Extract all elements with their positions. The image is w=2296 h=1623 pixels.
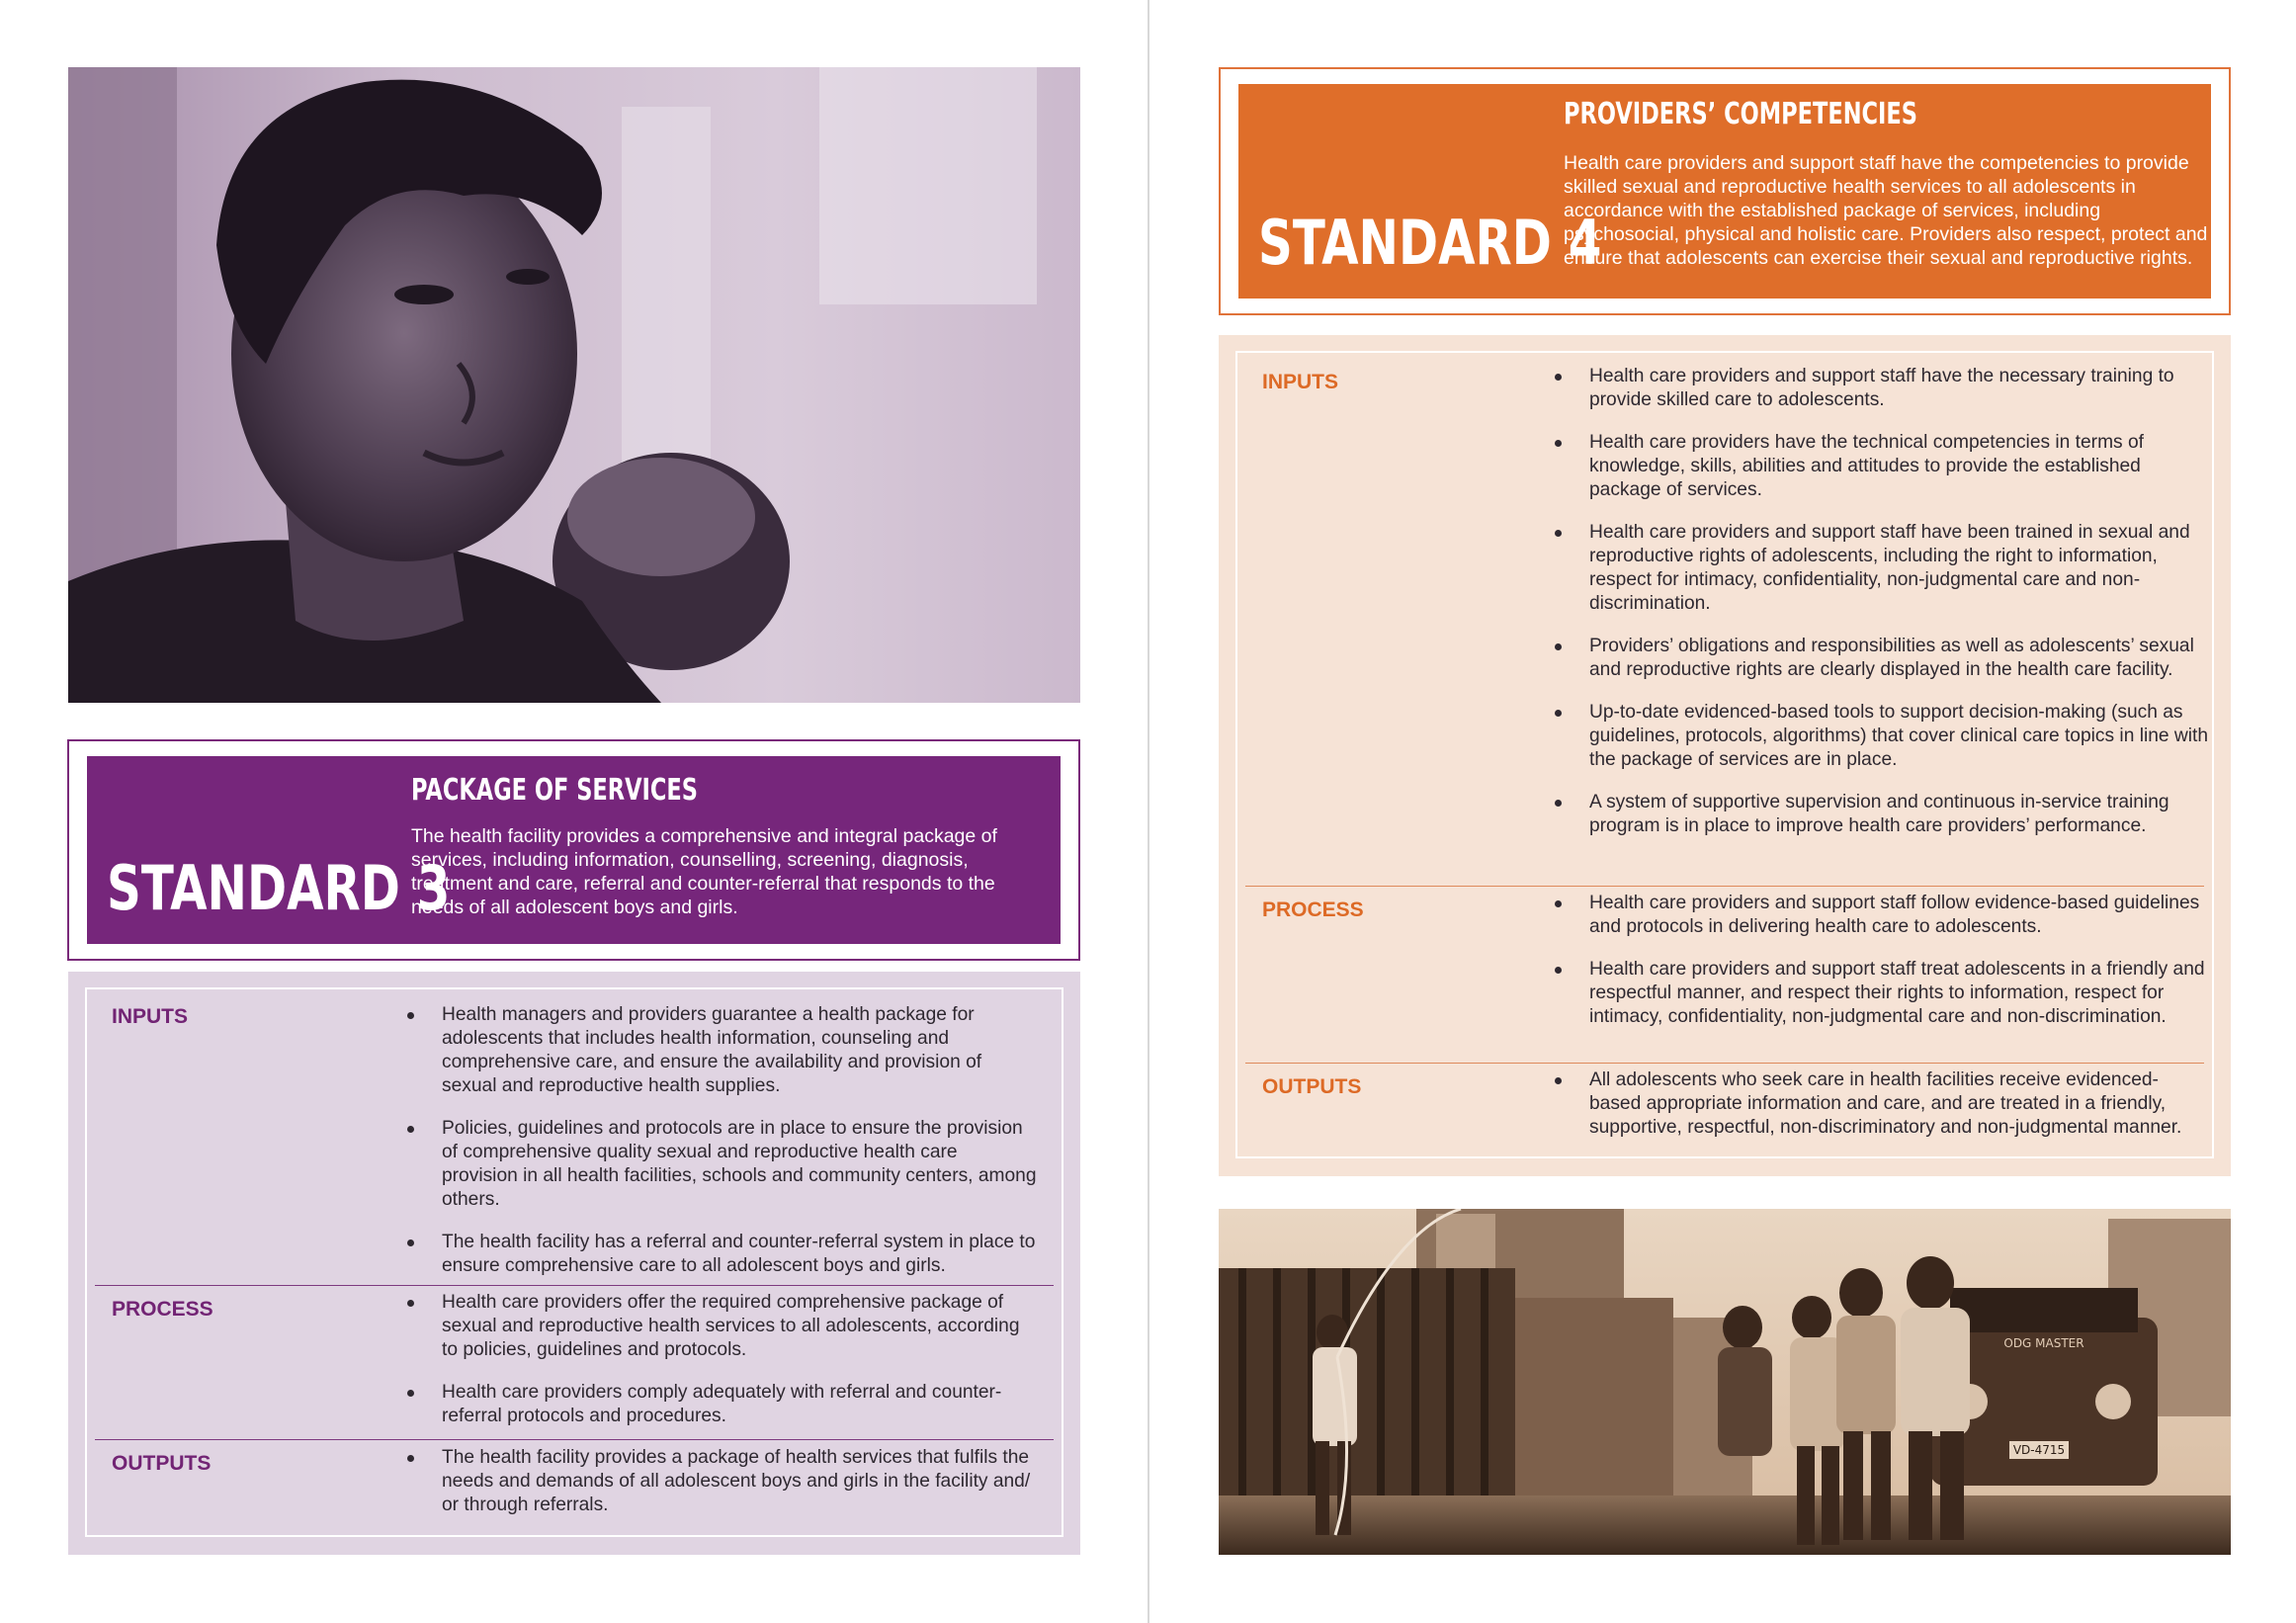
list-item: Up-to-date evidenced-based tools to support decision-making (such as guidelines, protocols, algorithms) that cover clinical care topics in line with the package of services are in place. bbox=[1553, 701, 2210, 772]
standard-4-header-fill bbox=[1238, 84, 2211, 299]
list-item: Health managers and providers guarantee a health package for adolescents that includes health information, counseling and comprehensive care, and ensure the availability and provision of sexual and reproductive health supplies. bbox=[405, 1003, 1038, 1098]
list-item: The health facility has a referral and counter-referral system in place to ensure comprehensive care to all adolescent boys and girls. bbox=[405, 1231, 1038, 1278]
list-item: All adolescents who seek care in health facilities receive evidenced-based appropriate information and care, and are treated in a friendly, supportive, respectful, non-discriminatory and non-judgmental manner. bbox=[1553, 1068, 2210, 1140]
criteria-frame bbox=[1235, 351, 2214, 1158]
process-row bbox=[95, 1285, 1054, 1439]
list-item: Health care providers and support staff have the necessary training to provide skilled care to adolescents. bbox=[1553, 365, 2210, 412]
inputs-row bbox=[95, 989, 1054, 1280]
criteria-frame bbox=[85, 987, 1063, 1537]
process-row bbox=[1245, 886, 2204, 1063]
standard-number: STANDARD 3 bbox=[107, 852, 451, 924]
row-label-outputs: OUTPUTS bbox=[1262, 1075, 1362, 1098]
list-item: Health care providers comply adequately with referral and counter-referral protocols and procedures. bbox=[405, 1381, 1038, 1428]
list-item: A system of supportive supervision and continuous in-service training program is in place to improve health care providers’ performance. bbox=[1553, 791, 2210, 838]
inputs-row bbox=[1245, 353, 2209, 885]
list-item: Policies, guidelines and protocols are in place to ensure the provision of comprehensive quality sexual and reproductive health care provision in all health facilities, schools and community centers, among others. bbox=[405, 1117, 1038, 1212]
list-item: Providers’ obligations and responsibilities as well as adolescents’ sexual and reproductive rights are clearly displayed in the health care facility. bbox=[1553, 635, 2210, 682]
standard-3-criteria-panel bbox=[68, 972, 1080, 1555]
process-list bbox=[1553, 892, 2210, 1048]
standard-title: PROVIDERS’ COMPETENCIES bbox=[1564, 97, 1917, 131]
list-item: Health care providers and support staff have been trained in sexual and reproductive rights of adolescents, including the right to information, respect for intimacy, confidentiality, non-judgmental care and non-discrimination. bbox=[1553, 521, 2210, 616]
row-label-outputs: OUTPUTS bbox=[112, 1452, 212, 1475]
outputs-list bbox=[405, 1446, 1038, 1536]
standard-number: STANDARD 4 bbox=[1258, 207, 1602, 279]
portrait-photo bbox=[68, 67, 1080, 703]
row-label-process: PROCESS bbox=[112, 1298, 213, 1321]
list-item: Health care providers have the technical competencies in terms of knowledge, skills, abilities and attitudes to provide the established package of services. bbox=[1553, 431, 2210, 502]
inputs-list bbox=[405, 1003, 1038, 1297]
outputs-list bbox=[1553, 1068, 2210, 1158]
standard-description: Health care providers and support staff have the competencies to provide skilled sexual and reproductive health services to all adolescents in accordance with the established package of services, including psychosocial, physical and holistic care. Providers also respect, protect and ensure that adolescents can exercise their sexual and reproductive rights. bbox=[1564, 152, 2208, 269]
process-list bbox=[405, 1291, 1038, 1447]
jeep-plate-text: VD-4715 bbox=[2012, 1443, 2066, 1457]
row-label-inputs: INPUTS bbox=[1262, 371, 1339, 393]
standard-3-header bbox=[67, 739, 1080, 961]
street-photo bbox=[1219, 1209, 2231, 1555]
outputs-row bbox=[95, 1439, 1054, 1539]
standard-4-header bbox=[1219, 67, 2231, 315]
list-item: The health facility provides a package of health services that fulfils the needs and demands of all adolescent boys and girls in the facility and/ or through referrals. bbox=[405, 1446, 1038, 1517]
outputs-row bbox=[1245, 1063, 2204, 1157]
list-item: Health care providers and support staff treat adolescents in a friendly and respectful manner, and respect their rights to information, respect for intimacy, confidentiality, non-judgmental care and non-discrimination. bbox=[1553, 958, 2210, 1029]
row-label-inputs: INPUTS bbox=[112, 1005, 189, 1028]
standard-3-header-fill bbox=[87, 756, 1061, 944]
inputs-list bbox=[1553, 365, 2210, 857]
standard-title: PACKAGE OF SERVICES bbox=[411, 773, 698, 808]
jeep-hood-text: ODG MASTER bbox=[2003, 1336, 2084, 1350]
list-item: Health care providers and support staff follow evidence-based guidelines and protocols in delivering health care to adolescents. bbox=[1553, 892, 2210, 939]
row-label-process: PROCESS bbox=[1262, 898, 1364, 921]
standard-description: The health facility provides a comprehensive and integral package of services, including information, counselling, screening, diagnosis, treatment and care, referral and counter-referral that responds to the needs of all adolescent boys and girls. bbox=[411, 825, 997, 918]
right-page bbox=[1149, 0, 2296, 1623]
list-item: Health care providers offer the required comprehensive package of sexual and reproductive health services to all adolescents, according to policies, guidelines and protocols. bbox=[405, 1291, 1038, 1362]
standard-4-criteria-panel bbox=[1219, 335, 2231, 1176]
